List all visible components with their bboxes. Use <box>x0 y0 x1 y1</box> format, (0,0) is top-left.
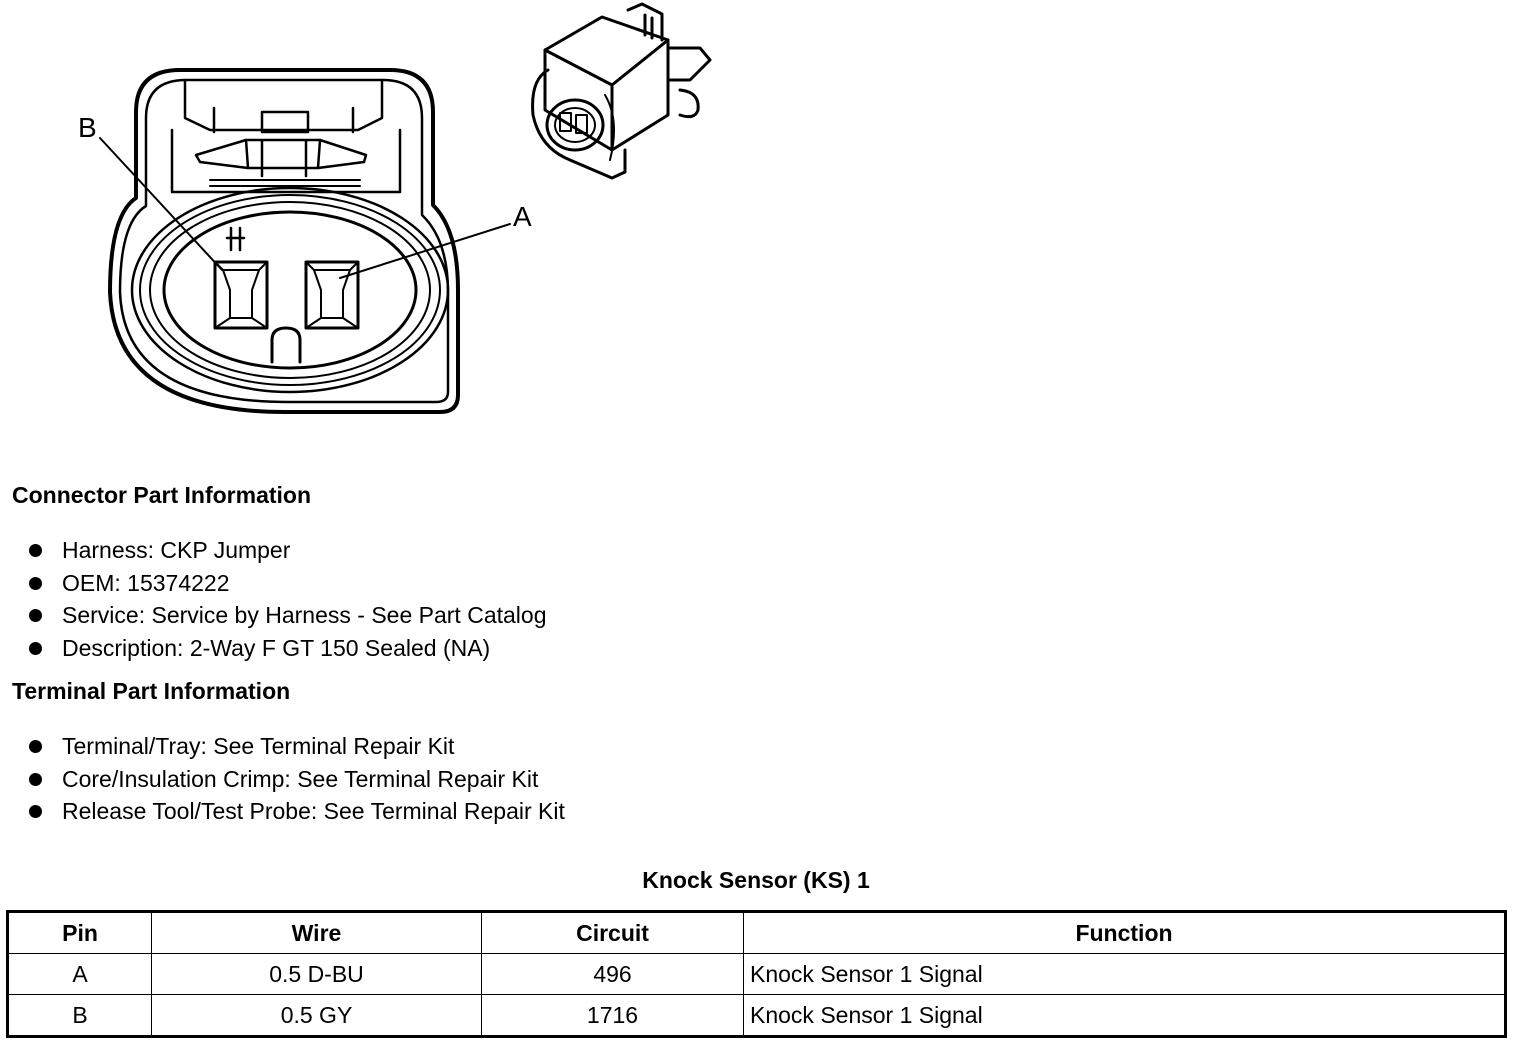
callout-a-leader <box>340 224 510 278</box>
list-item: Terminal/Tray: See Terminal Repair Kit <box>28 730 565 763</box>
callout-a-label: A <box>513 201 532 232</box>
terminal-part-heading: Terminal Part Information <box>12 678 291 704</box>
cell-function: Knock Sensor 1 Signal <box>744 995 1506 1037</box>
connector-face-view <box>110 70 458 412</box>
pinout-table <box>6 910 1507 1038</box>
pin-a-cavity <box>306 262 358 328</box>
list-item: Core/Insulation Crimp: See Terminal Repair Kit <box>28 763 565 796</box>
cell-circuit: 496 <box>482 954 744 995</box>
callout-b-label: B <box>78 112 97 143</box>
table-header-row <box>8 912 1506 954</box>
table-row <box>8 954 1506 995</box>
connector-isometric-view <box>533 4 710 178</box>
list-item: Harness: CKP Jumper <box>28 534 546 567</box>
column-header-wire: Wire <box>152 912 482 954</box>
cell-wire: 0.5 GY <box>152 995 482 1037</box>
cell-circuit: 1716 <box>482 995 744 1037</box>
cell-function: Knock Sensor 1 Signal <box>744 954 1506 995</box>
column-header-pin: Pin <box>8 912 152 954</box>
cell-wire: 0.5 D-BU <box>152 954 482 995</box>
terminal-part-list <box>28 730 565 828</box>
list-item: Release Tool/Test Probe: See Terminal Repair Kit <box>28 795 565 828</box>
connector-part-heading: Connector Part Information <box>12 482 312 508</box>
table-row <box>8 995 1506 1037</box>
list-item: OEM: 15374222 <box>28 567 546 600</box>
pin-b-cavity <box>215 262 267 328</box>
table-caption: Knock Sensor (KS) 1 <box>642 867 870 893</box>
connector-part-list <box>28 534 546 665</box>
cell-pin: A <box>8 954 152 995</box>
cell-pin: B <box>8 995 152 1037</box>
connector-diagram <box>0 0 760 440</box>
list-item: Description: 2-Way F GT 150 Sealed (NA) <box>28 632 546 665</box>
column-header-circuit: Circuit <box>482 912 744 954</box>
list-item: Service: Service by Harness - See Part Catalog <box>28 599 546 632</box>
column-header-function: Function <box>744 912 1506 954</box>
